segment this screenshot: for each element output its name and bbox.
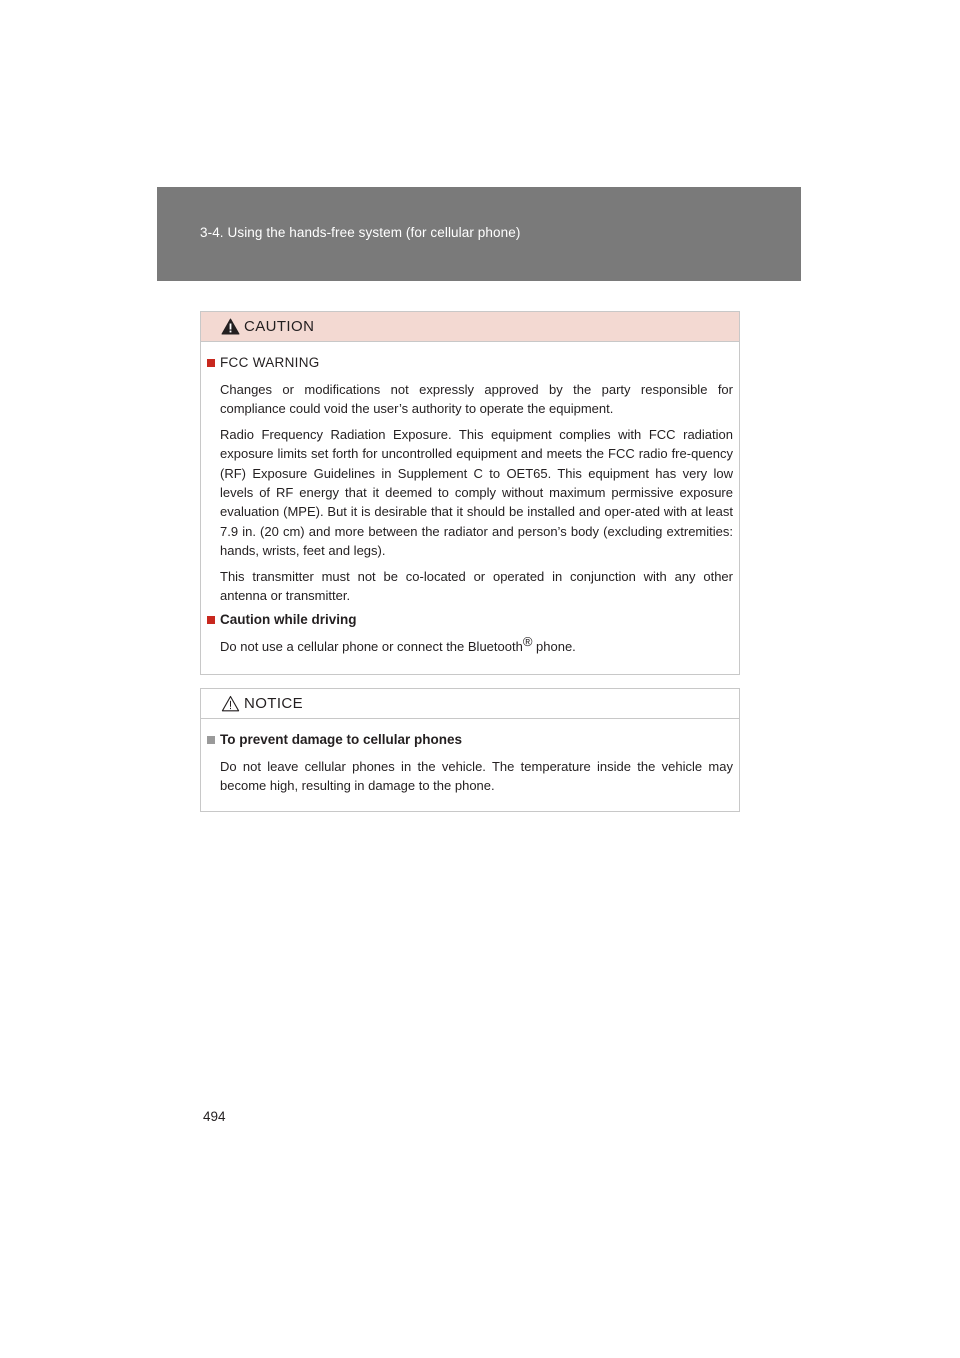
notice-paragraph: Do not leave cellular phones in the vehicle. The temperature inside the vehicle may become high, resulting in damage to the phone. (220, 759, 733, 794)
square-bullet-icon (207, 359, 215, 367)
section-title: 3-4. Using the hands-free system (for cellular phone) (200, 225, 521, 240)
caution-driving-heading: Caution while driving (220, 612, 357, 628)
caution-paragraph: Radio Frequency Radiation Exposure. This equipment complies with FCC radiation exposure limits set forth for uncontrolled equipment and meets the FCC radio fre-quency (RF) Exposure Guidelines in Supplement C to OET65. This equipment has very low levels of RF energy that it deemed to comply without maximum permissive exposure evaluation (MPE). But it is desirable that it should be installed and oper-ated with at least 7.9 in. (20 cm) and more between the radiator and person’s body (excluding extremities: hands, wrists, feet and legs). (220, 426, 733, 559)
caution-header (201, 312, 739, 342)
caution-paragraph: Changes or modifications not expressly approved by the party responsible for compliance could void the user’s authority to operate the equipment. (220, 382, 733, 417)
warning-triangle-icon (221, 318, 240, 335)
phone-text: phone. (532, 639, 576, 655)
warning-triangle-outline-icon (221, 695, 240, 712)
caution-body (201, 342, 739, 657)
caution-subheading (205, 611, 733, 629)
bluetooth-text: Do not use a cellular phone or connect the Bluetooth (220, 639, 523, 655)
square-bullet-icon (207, 736, 215, 744)
section-header-band (157, 187, 801, 281)
caution-paragraph: This transmitter must not be co-located or operated in conjunction with any other antenna or transmitter. (220, 568, 733, 604)
page-number: 494 (203, 1109, 226, 1124)
caution-box (200, 311, 740, 675)
caution-label: CAUTION (244, 318, 315, 335)
notice-heading: To prevent damage to cellular phones (220, 732, 463, 747)
fcc-warning-heading: FCC WARNING (220, 355, 320, 370)
caution-subheading (205, 354, 733, 372)
notice-subheading (205, 731, 733, 749)
notice-label: NOTICE (244, 695, 304, 712)
notice-box (200, 688, 740, 812)
caution-paragraph (220, 634, 733, 656)
notice-body (201, 719, 739, 796)
registered-mark: ® (522, 634, 533, 650)
square-bullet-icon (207, 616, 215, 624)
notice-header (201, 689, 739, 719)
